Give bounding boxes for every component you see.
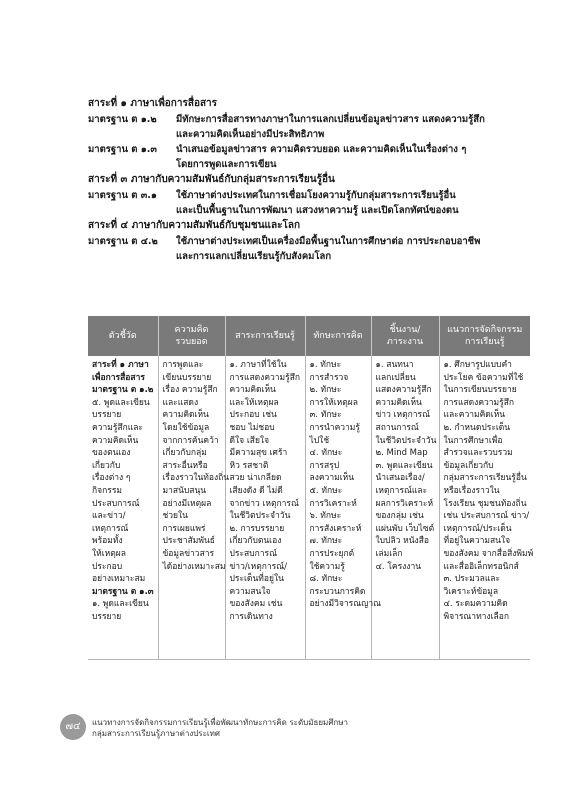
cell-line: จากข่าว เหตุการณ์	[229, 498, 299, 509]
cell-line: หรือเรื่องราวใน	[443, 485, 500, 496]
cell-line: ๕. ทักษะ	[309, 485, 343, 496]
cell-line: ๑. สนทนา	[375, 360, 414, 370]
cell-line: ประกอบ เช่น	[229, 410, 277, 421]
cell-line: เกี่ยวกับ	[92, 460, 121, 471]
cell-line: ๔. ระดมความคิด	[443, 599, 508, 610]
cell-line: และสื่ออิเล็กทรอนิกส์	[443, 561, 519, 572]
cell-line: ๑. พูดและเขียน	[92, 599, 149, 610]
standard-item	[88, 142, 528, 172]
cell-line: วิเคราะห์ข้อมูล	[443, 586, 499, 597]
cell-line: และให้เหตุผล	[229, 397, 279, 408]
table-cell	[88, 356, 158, 660]
cell-line: ของกลุ่ม เช่น	[375, 511, 424, 522]
cell-line: เพื่อการสื่อสาร	[92, 372, 145, 383]
cell-line: สาระอื่นหรือ	[162, 460, 208, 471]
cell-line: ความคิดเห็น	[92, 435, 139, 446]
cell-line: ในการศึกษาเพื่อ	[443, 435, 503, 446]
cell-line: ประชาสัมพันธ์	[162, 536, 215, 547]
cell-line: และความคิดเห็น	[443, 410, 506, 421]
cell-line: ประเด็นที่อยู่ใน	[229, 574, 284, 585]
column-header-line: ตัวชี้วัด	[108, 331, 137, 341]
column-header	[439, 316, 530, 356]
cell-line: การสำรวจ	[309, 372, 349, 383]
cell-line: ข่าว เหตุการณ์	[375, 410, 430, 421]
cell-line: ใบปลิว หนังสือ	[375, 536, 429, 547]
cell-line: ของตนเอง	[92, 448, 131, 459]
standard-item	[88, 112, 528, 142]
cell-line: ๘. ทักษะ	[309, 574, 343, 585]
cell-line: พิจารณาทางเลือก	[443, 611, 509, 622]
column-header-line: รวบยอด	[175, 337, 208, 347]
section-heading: สาระที่ ๔ ภาษากับความสัมพันธ์กับชุมชนและโลก	[88, 220, 301, 231]
standard-code: มาตรฐาน ต ๑.๓	[88, 144, 157, 155]
table-cell	[225, 356, 305, 660]
cell-line: ๓. ทักษะ	[309, 410, 342, 421]
cell-line: สำรวจและรวบรวม	[443, 448, 513, 459]
cell-line: มาสนับสนุน	[162, 485, 207, 496]
cell-line: การประยุกต์	[309, 548, 355, 559]
cell-line: อย่างมีวิจารณญาณ	[309, 599, 381, 610]
cell-line: ๑. ภาษาที่ใช้ใน	[229, 360, 287, 370]
cell-line: ความคิดเห็น	[229, 385, 276, 396]
cell-line: ประสบการณ์	[229, 548, 277, 559]
cell-line: บรรยาย	[92, 611, 122, 622]
standard-text-line: มีทักษะการสื่อสารทางภาษาในการแลกเปลี่ยนข้อมูลข่าวสาร แสดงความรู้สึก	[176, 114, 485, 125]
cell-line: ๔. โครงงาน	[375, 561, 422, 572]
cell-line: ๕. พูดและเขียน	[92, 397, 150, 408]
column-header	[225, 316, 305, 356]
standard-text-line: ใช้ภาษาต่างประเทศเป็นเครื่องมือพื้นฐานในการศึกษาต่อ การประกอบอาชีพ	[176, 236, 481, 247]
cell-line: เสียงดัง ดี ไม่ดี	[229, 485, 283, 496]
cell-line: กลุ่มสาระการเรียนรู้อื่น	[443, 473, 527, 484]
cell-line: กระบวนการคิด	[309, 586, 366, 597]
table-cell	[439, 356, 534, 660]
column-header	[88, 316, 158, 356]
cell-line: เขียนบรรยาย	[162, 372, 212, 383]
cell-line: และข่าว/	[92, 511, 126, 522]
cell-line: ๓. พูดและเขียน	[375, 460, 433, 471]
cell-line: ๒. การบรรยาย	[229, 523, 285, 534]
cell-line: โดยใช้ข้อมูล	[162, 422, 210, 433]
cell-line: ได้อย่างเหมาะสม	[162, 561, 226, 572]
cell-line: ผลการวิเคราะห์	[375, 498, 434, 509]
column-header	[371, 316, 439, 356]
activity-table	[88, 316, 534, 660]
cell-line: เรื่อง ความรู้สึก	[162, 385, 218, 396]
cell-line: เกี่ยวกับตนเอง	[229, 536, 282, 547]
standard-text-line: และเป็นพื้นฐานในการพัฒนา แสวงหาความรู้ และเปิดโลกทัศน์ของตน	[176, 205, 459, 216]
standard-code: มาตรฐาน ต ๔.๒	[88, 236, 158, 247]
cell-line: การเผยแพร่	[162, 523, 206, 534]
standards-intro	[88, 96, 528, 264]
table-cell	[158, 356, 230, 660]
cell-line: เล่มเล็ก	[375, 548, 403, 559]
cell-line: ประโยค ข้อความที่ใช้	[443, 372, 524, 383]
cell-line: ดีใจ เสียใจ	[229, 435, 270, 446]
column-header	[158, 316, 225, 356]
cell-line: มาตรฐาน ต ๑.๓	[92, 586, 154, 597]
cell-line: ชอบ ไม่ชอบ	[229, 422, 275, 433]
cell-line: แผ่นพับ เว็บไซต์	[375, 523, 435, 534]
table-cell	[305, 356, 381, 660]
standard-text-line: ใช้ภาษาต่างประเทศในการเชื่อมโยงความรู้กับกลุ่มสาระการเรียนรู้อื่น	[176, 190, 456, 201]
cell-line: หิว รสชาติ	[229, 460, 269, 471]
cell-line: ข้อมูลเกี่ยวกับ	[443, 460, 494, 471]
cell-line: ๑. ศึกษารูปแบบคำ	[443, 360, 512, 370]
cell-line: การนำความรู้	[309, 422, 360, 433]
column-header-line: การเรียนรู้	[464, 337, 505, 347]
footer-title: แนวทางการจัดกิจกรรมการเรียนรู้เพื่อพัฒนาทักษะการคิด ระดับมัธยมศึกษา	[92, 718, 349, 727]
cell-line: ข้อมูลข่าวสาร	[162, 548, 215, 559]
cell-line: ไปใช้	[309, 435, 330, 446]
cell-line: ความสนใจ	[229, 586, 271, 597]
cell-line: ในการเขียนบรรยาย	[443, 385, 517, 396]
cell-line: จากการค้นคว้า	[162, 435, 219, 446]
cell-line: ให้เหตุผล	[92, 548, 126, 559]
cell-line: แลกเปลี่ยน	[375, 372, 416, 383]
standard-code: มาตรฐาน ต ๑.๒	[88, 114, 157, 125]
column-header-line: สาระการเรียนรู้	[235, 331, 295, 341]
cell-line: ประกอบ	[92, 561, 123, 572]
cell-line: ๒. ทักษะ	[309, 385, 342, 396]
cell-line: สวย น่าเกลียด	[229, 473, 282, 484]
cell-line: แสดงความรู้สึก	[375, 385, 432, 396]
cell-line: ความคิดเห็น	[162, 410, 209, 421]
footer-subtitle: กลุ่มสาระการเรียนรู้ภาษาต่างประเทศ	[92, 729, 220, 738]
cell-line: นำเสนอเรื่อง/	[375, 473, 425, 484]
cell-line: อย่างมีเหตุผล	[162, 498, 212, 509]
cell-line: ๓. ประมวลและ	[443, 574, 501, 585]
standard-item	[88, 188, 528, 218]
table-cell	[371, 356, 439, 660]
table-header-row	[88, 316, 530, 356]
cell-line: เหตุการณ์	[92, 523, 129, 534]
section-heading: สาระที่ ๑ ภาษาเพื่อการสื่อสาร	[88, 98, 218, 109]
column-header-line: ชิ้นงาน/	[389, 325, 421, 335]
cell-line: ความคิดเห็น	[375, 397, 422, 408]
column-header-line: ทักษะการคิด	[313, 331, 363, 341]
standard-code: มาตรฐาน ต ๓.๑	[88, 190, 157, 201]
cell-line: ของสังคม จากสื่อสิ่งพิมพ์	[443, 548, 534, 559]
column-header-line: แนวการจัดกิจกรรม	[447, 325, 523, 335]
standard-text-line: และการแลกเปลี่ยนเรียนรู้กับสังคมโลก	[176, 251, 332, 262]
cell-line: สถานการณ์	[375, 422, 419, 433]
standard-item	[88, 234, 528, 264]
table-row	[88, 356, 530, 660]
cell-line: ๒. Mind Map	[375, 448, 428, 459]
cell-line: เกี่ยวกับกลุ่ม	[162, 448, 207, 459]
cell-line: การสรุป	[309, 460, 340, 471]
cell-line: เหตุการณ์และ	[375, 485, 428, 496]
column-header-line: ความคิด	[174, 325, 209, 335]
cell-line: มีความสุข เศร้า	[229, 448, 288, 459]
cell-line: การแสดงความรู้สึก	[229, 372, 301, 383]
cell-line: อย่างเหมาะสม	[92, 574, 146, 585]
cell-line: พร้อมทั้ง	[92, 536, 123, 547]
cell-line: ช่วยใน	[162, 511, 188, 522]
standard-text-line: นำเสนอข้อมูลข่าวสาร ความคิดรวบยอด และความคิดเห็นในเรื่องต่าง ๆ	[176, 144, 467, 155]
cell-line: ลงความเห็น	[309, 473, 355, 484]
section-heading: สาระที่ ๓ ภาษากับความสัมพันธ์กับกลุ่มสาระการเรียนรู้อื่น	[88, 174, 335, 185]
cell-line: เรื่องราวในท้องถิ่น	[162, 473, 230, 484]
cell-line: เรื่องต่าง ๆ	[92, 473, 131, 484]
cell-line: ๑. ทักษะ	[309, 360, 342, 370]
cell-line: ใช้ความรู้	[309, 561, 345, 572]
cell-line: เช่น ประสบการณ์ ข่าว/	[443, 511, 530, 522]
cell-line: ในชีวิตประจำวัน	[375, 435, 437, 446]
cell-line: ๗. ทักษะ	[309, 536, 343, 547]
standard-text-line: และความคิดเห็นอย่างมีประสิทธิภาพ	[176, 129, 325, 140]
column-header-line: ภาระงาน	[386, 337, 424, 347]
cell-line: ความรู้สึกและ	[92, 422, 143, 433]
cell-line: ๖. ทักษะ	[309, 511, 342, 522]
cell-line: และแสดง	[162, 397, 199, 408]
cell-line: ของสังคม เช่น	[229, 599, 283, 610]
cell-line: การสังเคราะห์	[309, 523, 362, 534]
cell-line: ประสบการณ์	[92, 498, 140, 509]
cell-line: การเดินทาง	[229, 611, 273, 622]
cell-line: มาตรฐาน ต ๑.๒	[92, 385, 154, 396]
standard-text-line: โดยการพูดและการเขียน	[176, 159, 277, 170]
cell-line: การให้เหตุผล	[309, 397, 358, 408]
cell-line: กิจกรรม	[92, 485, 123, 496]
cell-line: เหตุการณ์/ประเด็น	[443, 523, 512, 534]
cell-line: ที่อยู่ในความสนใจ	[443, 536, 511, 547]
cell-line: ๒. กำหนดประเด็น	[443, 422, 511, 433]
cell-line: สาระที่ ๑ ภาษา	[92, 360, 149, 370]
cell-line: การพูดและ	[162, 360, 204, 370]
cell-line: การวิเคราะห์	[309, 498, 357, 509]
cell-line: การแสดงความรู้สึก	[443, 397, 515, 408]
page-number-badge: ๗๔	[60, 714, 86, 740]
cell-line: ๔. ทักษะ	[309, 448, 343, 459]
cell-line: ข่าว/เหตุการณ์/	[229, 561, 287, 572]
column-header	[305, 316, 371, 356]
cell-line: บรรยาย	[92, 410, 122, 421]
cell-line: โรงเรียน ชุมชนท้องถิ่น	[443, 498, 527, 509]
cell-line: ในชีวิตประจำวัน	[229, 511, 291, 522]
